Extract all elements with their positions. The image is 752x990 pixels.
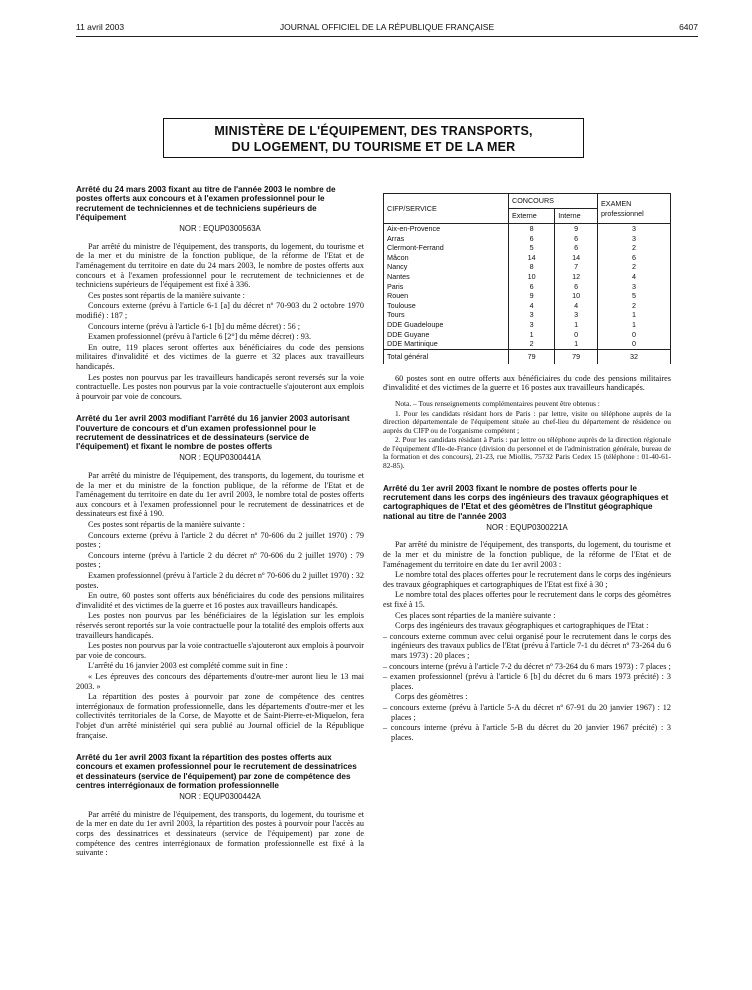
table-cell-service: DDE Martinique <box>384 339 509 349</box>
table-cell-service: Mâcon <box>384 253 509 263</box>
table-cell-value: 2 <box>598 301 671 311</box>
list-item: – concours externe commun avec celui organisé pour le recrutement dans le corps des ingénieurs des travaux publics de l'Etat (prévu à l'article 7-1 du décret nº 73-264 du 6 mars 1973) : 20 places ; <box>383 631 671 660</box>
table-row <box>384 272 671 282</box>
table-cell-value: 3 <box>555 310 598 320</box>
table-cell-value: 8 <box>509 262 555 272</box>
table-cell-value: 9 <box>555 224 598 234</box>
paragraph: Par arrêté du ministre de l'équipement, des transports, du logement, du tourisme et de la mer en date du 1er avril 2003, la répartition des postes à pourvoir pour l'accès au corps des dessinatrices et dessinateurs (service de l'équipement) par zone de compétence des centres interrégionaux de formation professionnelle est fixé à la suivante : <box>76 809 364 858</box>
paragraph: La répartition des postes à pourvoir par zone de compétence des centres interrégionaux de formation professionnelle, dans les départements d'outre-mer et les collectivités territoriales de la Corse, de Mayotte et de Saint-Pierre-et-Miquelon, fera l'objet d'un arrêté ministériel qui sera publié au Journal officiel de la République française. <box>76 692 364 740</box>
paragraph: Ces places sont réparties de la manière suivante : <box>395 610 556 620</box>
table-cell-value: 9 <box>509 291 555 301</box>
table-row <box>384 291 671 301</box>
table-cell-value: 0 <box>555 330 598 340</box>
table-cell-value: 1 <box>555 339 598 349</box>
table-cell-value: 6 <box>555 234 598 244</box>
paragraph: Concours interne (prévu à l'article 2 du décret nº 70-606 du 2 juillet 1970) : 79 postes ; <box>76 550 364 570</box>
paragraph: Corps des géomètres : <box>395 692 468 702</box>
list-item: – concours interne (prévu à l'article 5-B du décret du 20 janvier 1967 précité) : 3 places. <box>383 723 671 742</box>
nor-reference: NOR : EQUP0300563A <box>179 224 261 234</box>
table-cell-value: 3 <box>509 310 555 320</box>
paragraph: Par arrêté du ministre de l'équipement, des transports, du logement, du tourisme et de la mer et du ministre de la fonction publique, de la réforme de l'Etat et de l'aménagement du territoire en date du 1er avril 2003 : <box>383 540 671 569</box>
left-column <box>76 185 364 859</box>
decree-title: Arrêté du 1er avril 2003 fixant la répartition des postes offerts aux concours et examen professionnel pour le recrutement de dessinatrices et dessinateurs (service de l'équipement) par zone de compétence des centres interrégionaux de formation professionnelle <box>76 753 357 790</box>
table-header-examen: EXAMEN professionnel <box>598 194 671 224</box>
table-cell-value: 4 <box>509 301 555 311</box>
table-cell-value: 8 <box>509 224 555 234</box>
table-cell-value: 7 <box>555 262 598 272</box>
paragraph: Concours externe (prévu à l'article 2 du décret nº 70-606 du 2 juillet 1970) : 79 postes ; <box>76 530 364 550</box>
paragraph: Par arrêté du ministre de l'équipement, des transports, du logement, du tourisme et de la mer et du ministre de la fonction publique, de la réforme de l'Etat et de l'aménagement du territoire en date du 24 mars 2003, le nombre de postes offerts aux concours et à l'examen professionnel pour le recrutement de techniciennes et de techniciens supérieurs de l'équipement est fixé à 336. <box>76 241 364 290</box>
table-cell-value: 6 <box>555 282 598 292</box>
paragraph: Le nombre total des places offertes pour le recrutement dans le corps des ingénieurs des travaux géographiques et cartographiques de l'Etat est fixé à 30 ; <box>383 570 671 589</box>
issue-date: 11 avril 2003 <box>76 22 125 32</box>
paragraph: En outre, 119 places seront offertes aux bénéficiaires du code des pensions militaires d'invalidité et des victimes de la guerre et 32 places aux travailleurs handicapés. <box>76 342 364 371</box>
paragraph: Le nombre total des places offertes pour le recrutement dans le corps des géomètres est fixé à 15. <box>383 590 671 609</box>
table-row <box>384 282 671 292</box>
page-header <box>76 22 698 36</box>
table-cell-service: Nantes <box>384 272 509 282</box>
paragraph: Les postes non pourvus par les bénéficiaires de la législation sur les emplois réservés seront reportés sur la voie contractuelle pour la totalité des emplois offerts aux travailleurs handicapés. <box>76 611 364 640</box>
table-row <box>384 301 671 311</box>
table-cell-value: 1 <box>598 320 671 330</box>
table-header-concours: CONCOURS <box>509 194 598 209</box>
table-row <box>384 243 671 253</box>
table-row <box>384 262 671 272</box>
header-rule <box>76 36 698 37</box>
paragraph: Examen professionnel (prévu à l'article 6 [2°] du même décret) : 93. <box>88 332 311 342</box>
paragraph: Les postes non pourvus par les travailleurs handicapés seront reversés sur la voie contractuelle. Les postes non pourvus par la voie contractuelle s'ajouteront aux emplois à pourvoir par voie de concours. <box>76 372 364 401</box>
table-cell-service: Nancy <box>384 262 509 272</box>
table-total-row <box>384 349 671 364</box>
paragraph: Ces postes sont répartis de la manière suivante : <box>88 290 245 300</box>
note-item: 2. Pour les candidats résidant à Paris : par lettre ou téléphone auprès de la direction régionale de l'équipement d'Ile-de-France (division du personnel et de l'administration générale, bureau de la formation et des concours), 21-23, rue Miollis, 75732 Paris Cedex 15 (téléphone : 01-40-61-82-85). <box>383 435 671 471</box>
table-cell-service: Arras <box>384 234 509 244</box>
list-item: – concours interne (prévu à l'article 7-2 du décret nº 73-264 du 6 mars 1973) : 7 places ; <box>383 661 671 671</box>
table-cell-service: Total général <box>384 349 509 364</box>
table-row <box>384 310 671 320</box>
table-cell-value: 3 <box>509 320 555 330</box>
table-cell-value: 32 <box>598 349 671 364</box>
table-body <box>384 224 671 364</box>
table-cell-service: Aix-en-Provence <box>384 224 509 234</box>
table-cell-value: 2 <box>598 243 671 253</box>
table-cell-value: 6 <box>598 253 671 263</box>
ministry-title-line2: DU LOGEMENT, DU TOURISME ET DE LA MER <box>231 140 516 154</box>
paragraph: Corps des ingénieurs des travaux géographiques et cartographiques de l'Etat : <box>395 621 649 631</box>
table-cell-value: 3 <box>598 282 671 292</box>
table-header-externe: Externe <box>509 209 555 224</box>
table-cell-value: 1 <box>555 320 598 330</box>
list-item: – concours externe (prévu à l'article 5-A du décret nº 67-91 du 20 janvier 1967) : 12 places ; <box>383 702 671 722</box>
table-row <box>384 339 671 349</box>
paragraph: Concours interne (prévu à l'article 6-1 [b] du même décret) : 56 ; <box>88 321 300 331</box>
nor-reference: NOR : EQUP0300441A <box>179 453 261 463</box>
nor-reference: NOR : EQUP0300442A <box>179 792 261 802</box>
table-cell-value: 6 <box>555 243 598 253</box>
table-cell-value: 1 <box>598 310 671 320</box>
table-row <box>384 234 671 244</box>
table-cell-value: 14 <box>555 253 598 263</box>
table-cell-service: DDE Guyane <box>384 330 509 340</box>
paragraph: Par arrêté du ministre de l'équipement, des transports, du logement, du tourisme et de la mer et du ministre de la fonction publique, de la réforme de l'Etat et de l'aménagement du territoire en date du 1er avril 2003, le nombre total de postes offerts aux concours et à l'examen professionnel pour le recrutement de dessinatrices et de dessinateurs est fixé à 190. <box>76 471 364 519</box>
table-cell-value: 5 <box>509 243 555 253</box>
decree-title: Arrêté du 24 mars 2003 fixant au titre de l'année 2003 le nombre de postes offerts aux concours et à l'examen professionnel pour le recrutement de techniciennes et de techniciens supérieurs de l'équipement <box>76 185 336 222</box>
ministry-title-line1: MINISTÈRE DE L'ÉQUIPEMENT, DES TRANSPORTS, <box>214 124 533 138</box>
list-item: – examen professionnel (prévu à l'article 6 [b] du décret du 6 mars 1973 précité) : 3 places. <box>383 672 671 691</box>
table-cell-service: Toulouse <box>384 301 509 311</box>
paragraph: Ces postes sont répartis de la manière suivante : <box>88 520 245 530</box>
table-cell-service: Rouen <box>384 291 509 301</box>
table-row <box>384 320 671 330</box>
decree-title: Arrêté du 1er avril 2003 fixant le nombre de postes offerts pour le recrutement dans les corps des ingénieurs des travaux géographiques et cartographiques de l'Etat et des géomètres de l'Institut géographique national au titre de l'année 2003 <box>383 483 669 521</box>
table-cell-value: 4 <box>598 272 671 282</box>
table-cell-service: Clermont-Ferrand <box>384 243 509 253</box>
table-cell-value: 3 <box>598 234 671 244</box>
table-cell-value: 10 <box>509 272 555 282</box>
table-cell-value: 0 <box>598 330 671 340</box>
paragraph: Concours externe (prévu à l'article 6-1 [a] du décret nº 70-903 du 2 octobre 1970 modifié) : 187 ; <box>76 301 364 320</box>
table-cell-value: 79 <box>509 349 555 364</box>
table-cell-value: 10 <box>555 291 598 301</box>
page-number: 6407 <box>679 22 698 32</box>
table-cell-service: Paris <box>384 282 509 292</box>
table-cell-value: 4 <box>555 301 598 311</box>
decree-title: Arrêté du 1er avril 2003 modifiant l'arrêté du 16 janvier 2003 autorisant l'ouverture de concours et d'un examen professionnel pour le recrutement de dessinatrices et de dessinateurs (service de l'équipement) et fixant le nombre de postes offerts <box>76 414 350 452</box>
table-header-interne: Interne <box>555 209 598 224</box>
nor-reference: NOR : EQUP0300221A <box>486 522 568 532</box>
posts-table <box>383 193 671 364</box>
table-cell-service: DDE Guadeloupe <box>384 320 509 330</box>
paragraph: L'arrêté du 16 janvier 2003 est complété comme suit in fine : <box>88 661 288 671</box>
journal-title: JOURNAL OFFICIEL DE LA RÉPUBLIQUE FRANÇAISE <box>279 22 495 32</box>
ministry-title-box <box>163 118 584 158</box>
paragraph: « Les épreuves des concours des départements d'outre-mer auront lieu le 13 mai 2003. » <box>76 671 364 691</box>
note-item: 1. Pour les candidats résidant hors de Paris : par lettre, visite ou téléphone auprès de la direction départementale de l'équipement située au chef-lieu du département de résidence ou auprès du CIFP ou de l'organisme compétent ; <box>383 408 671 435</box>
table-cell-value: 0 <box>598 339 671 349</box>
note-heading: Nota. – Tous renseignements complémentaires peuvent être obtenus : <box>395 398 600 408</box>
table-cell-value: 6 <box>509 234 555 244</box>
paragraph: 60 postes sont en outre offerts aux bénéficiaires du code des pensions militaires d'invalidité et des victimes de la guerre et 16 postes aux travailleurs handicapés. <box>383 373 671 393</box>
table-header-service: CIFP/SERVICE <box>384 194 509 224</box>
right-column <box>383 185 671 743</box>
table-cell-value: 79 <box>555 349 598 364</box>
table-cell-value: 6 <box>509 282 555 292</box>
table-row <box>384 253 671 263</box>
table-cell-value: 1 <box>509 330 555 340</box>
table-cell-value: 2 <box>598 262 671 272</box>
paragraph: Examen professionnel (prévu à l'article 2 du décret nº 70-606 du 2 juillet 1970) : 32 postes. <box>76 571 364 590</box>
table-cell-value: 5 <box>598 291 671 301</box>
table-cell-value: 14 <box>509 253 555 263</box>
paragraph: En outre, 60 postes sont offerts aux bénéficiaires du code des pensions militaires d'invalidité et des victimes de la guerre et 16 postes aux travailleurs handicapés. <box>76 591 364 610</box>
table-cell-value: 3 <box>598 224 671 234</box>
table-cell-value: 2 <box>509 339 555 349</box>
table-cell-service: Tours <box>384 310 509 320</box>
table-cell-value: 12 <box>555 272 598 282</box>
table-row <box>384 224 671 234</box>
paragraph: Les postes non pourvus par la voie contractuelle s'ajouteront aux emplois à pourvoir par voie de concours. <box>76 641 364 660</box>
table-row <box>384 330 671 340</box>
